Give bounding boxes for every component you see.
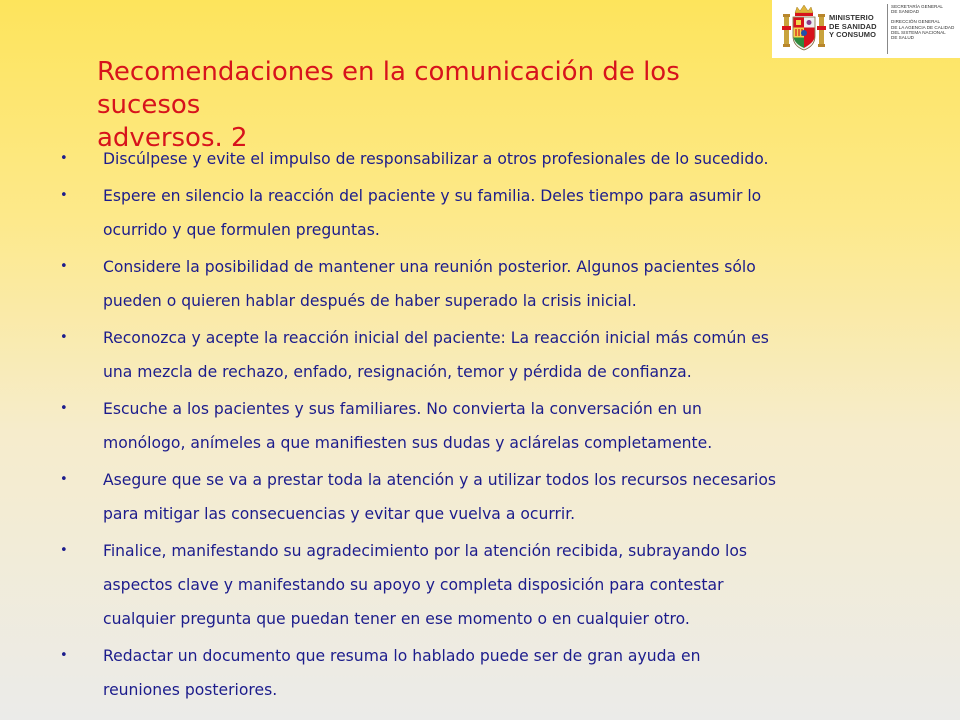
dept-line: DE SANIDAD — [891, 9, 920, 15]
coat-of-arms-icon — [782, 4, 826, 54]
text-line: una mezcla de rechazo, enfado, resignación, temor y pérdida de confianza. — [103, 363, 692, 381]
list-item — [60, 142, 920, 176]
text-line: cualquier pregunta que puedan tener en ese momento o en cualquier otro. — [103, 610, 690, 628]
dept-line: DE LA AGENCIA DE CALIDAD — [891, 24, 955, 30]
text-line: Asegure que se va a prestar toda la atención y a utilizar todos los recursos necesarios — [103, 471, 777, 489]
bullet-icon: • — [60, 472, 68, 487]
list-item — [60, 392, 920, 460]
list-item-text — [103, 142, 920, 176]
list-item-text — [103, 639, 920, 707]
dept-line: DEL SISTEMA NACIONAL — [891, 29, 946, 35]
department-text — [891, 4, 959, 40]
slide-title — [97, 56, 757, 155]
bullet-icon: • — [60, 151, 68, 166]
text-line: Escuche a los pacientes y sus familiares. No convierta la conversación en un — [103, 400, 702, 418]
text-line: monólogo, anímeles a que manifiesten sus dudas y aclárelas completamente. — [103, 434, 713, 452]
list-item — [60, 534, 920, 636]
text-line: aspectos clave y manifestando su apoyo y completa disposición para contestar — [103, 576, 724, 594]
title-line: Recomendaciones en la comunicación de los sucesos — [97, 57, 680, 120]
text-line: ocurrido y que formulen preguntas. — [103, 221, 380, 239]
text-line: Reconozca y acepte la reacción inicial del paciente: La reacción inicial más común es — [103, 329, 769, 347]
ministry-line: DE SANIDAD — [829, 21, 877, 31]
list-item — [60, 250, 920, 318]
dept-line: SECRETARÍA GENERAL — [891, 4, 943, 9]
list-item-text — [103, 321, 920, 389]
list-item-text — [103, 392, 920, 460]
text-line: pueden o quieren hablar después de haber superado la crisis inicial. — [103, 292, 637, 310]
bullet-icon: • — [60, 401, 68, 416]
dept-line: DE SALUD — [891, 35, 914, 41]
recommendation-list — [60, 142, 920, 710]
bullet-icon: • — [60, 543, 68, 558]
logo-divider — [887, 4, 888, 54]
bullet-icon: • — [60, 259, 68, 274]
dept-line: DIRECCIÓN GENERAL — [891, 19, 941, 25]
bullet-icon: • — [60, 648, 68, 663]
list-item — [60, 639, 920, 707]
bullet-icon: • — [60, 188, 68, 203]
ministry-line: Y CONSUMO — [829, 30, 877, 39]
list-item-text — [103, 463, 920, 531]
list-item-text — [103, 179, 920, 247]
list-item — [60, 321, 920, 389]
list-item-text — [103, 534, 920, 636]
ministry-line: MINISTERIO — [829, 13, 874, 22]
text-line: reuniones posteriores. — [103, 681, 278, 699]
text-line: Redactar un documento que resuma lo hablado puede ser de gran ayuda en — [103, 647, 701, 665]
text-line: Espere en silencio la reacción del paciente y su familia. Deles tiempo para asumir lo — [103, 187, 762, 205]
list-item — [60, 179, 920, 247]
list-item — [60, 463, 920, 531]
text-line: Considere la posibilidad de mantener una reunión posterior. Algunos pacientes sólo — [103, 258, 756, 276]
list-item-text — [103, 250, 920, 318]
ministry-logo — [772, 0, 960, 58]
text-line: para mitigar las consecuencias y evitar que vuelva a ocurrir. — [103, 505, 576, 523]
text-line: Discúlpese y evite el impulso de responsabilizar a otros profesionales de lo sucedido. — [103, 150, 769, 168]
text-line: Finalice, manifestando su agradecimiento por la atención recibida, subrayando los — [103, 542, 748, 560]
ministry-name — [829, 14, 887, 40]
bullet-icon: • — [60, 330, 68, 345]
title-line: adversos. 2 — [97, 123, 248, 153]
